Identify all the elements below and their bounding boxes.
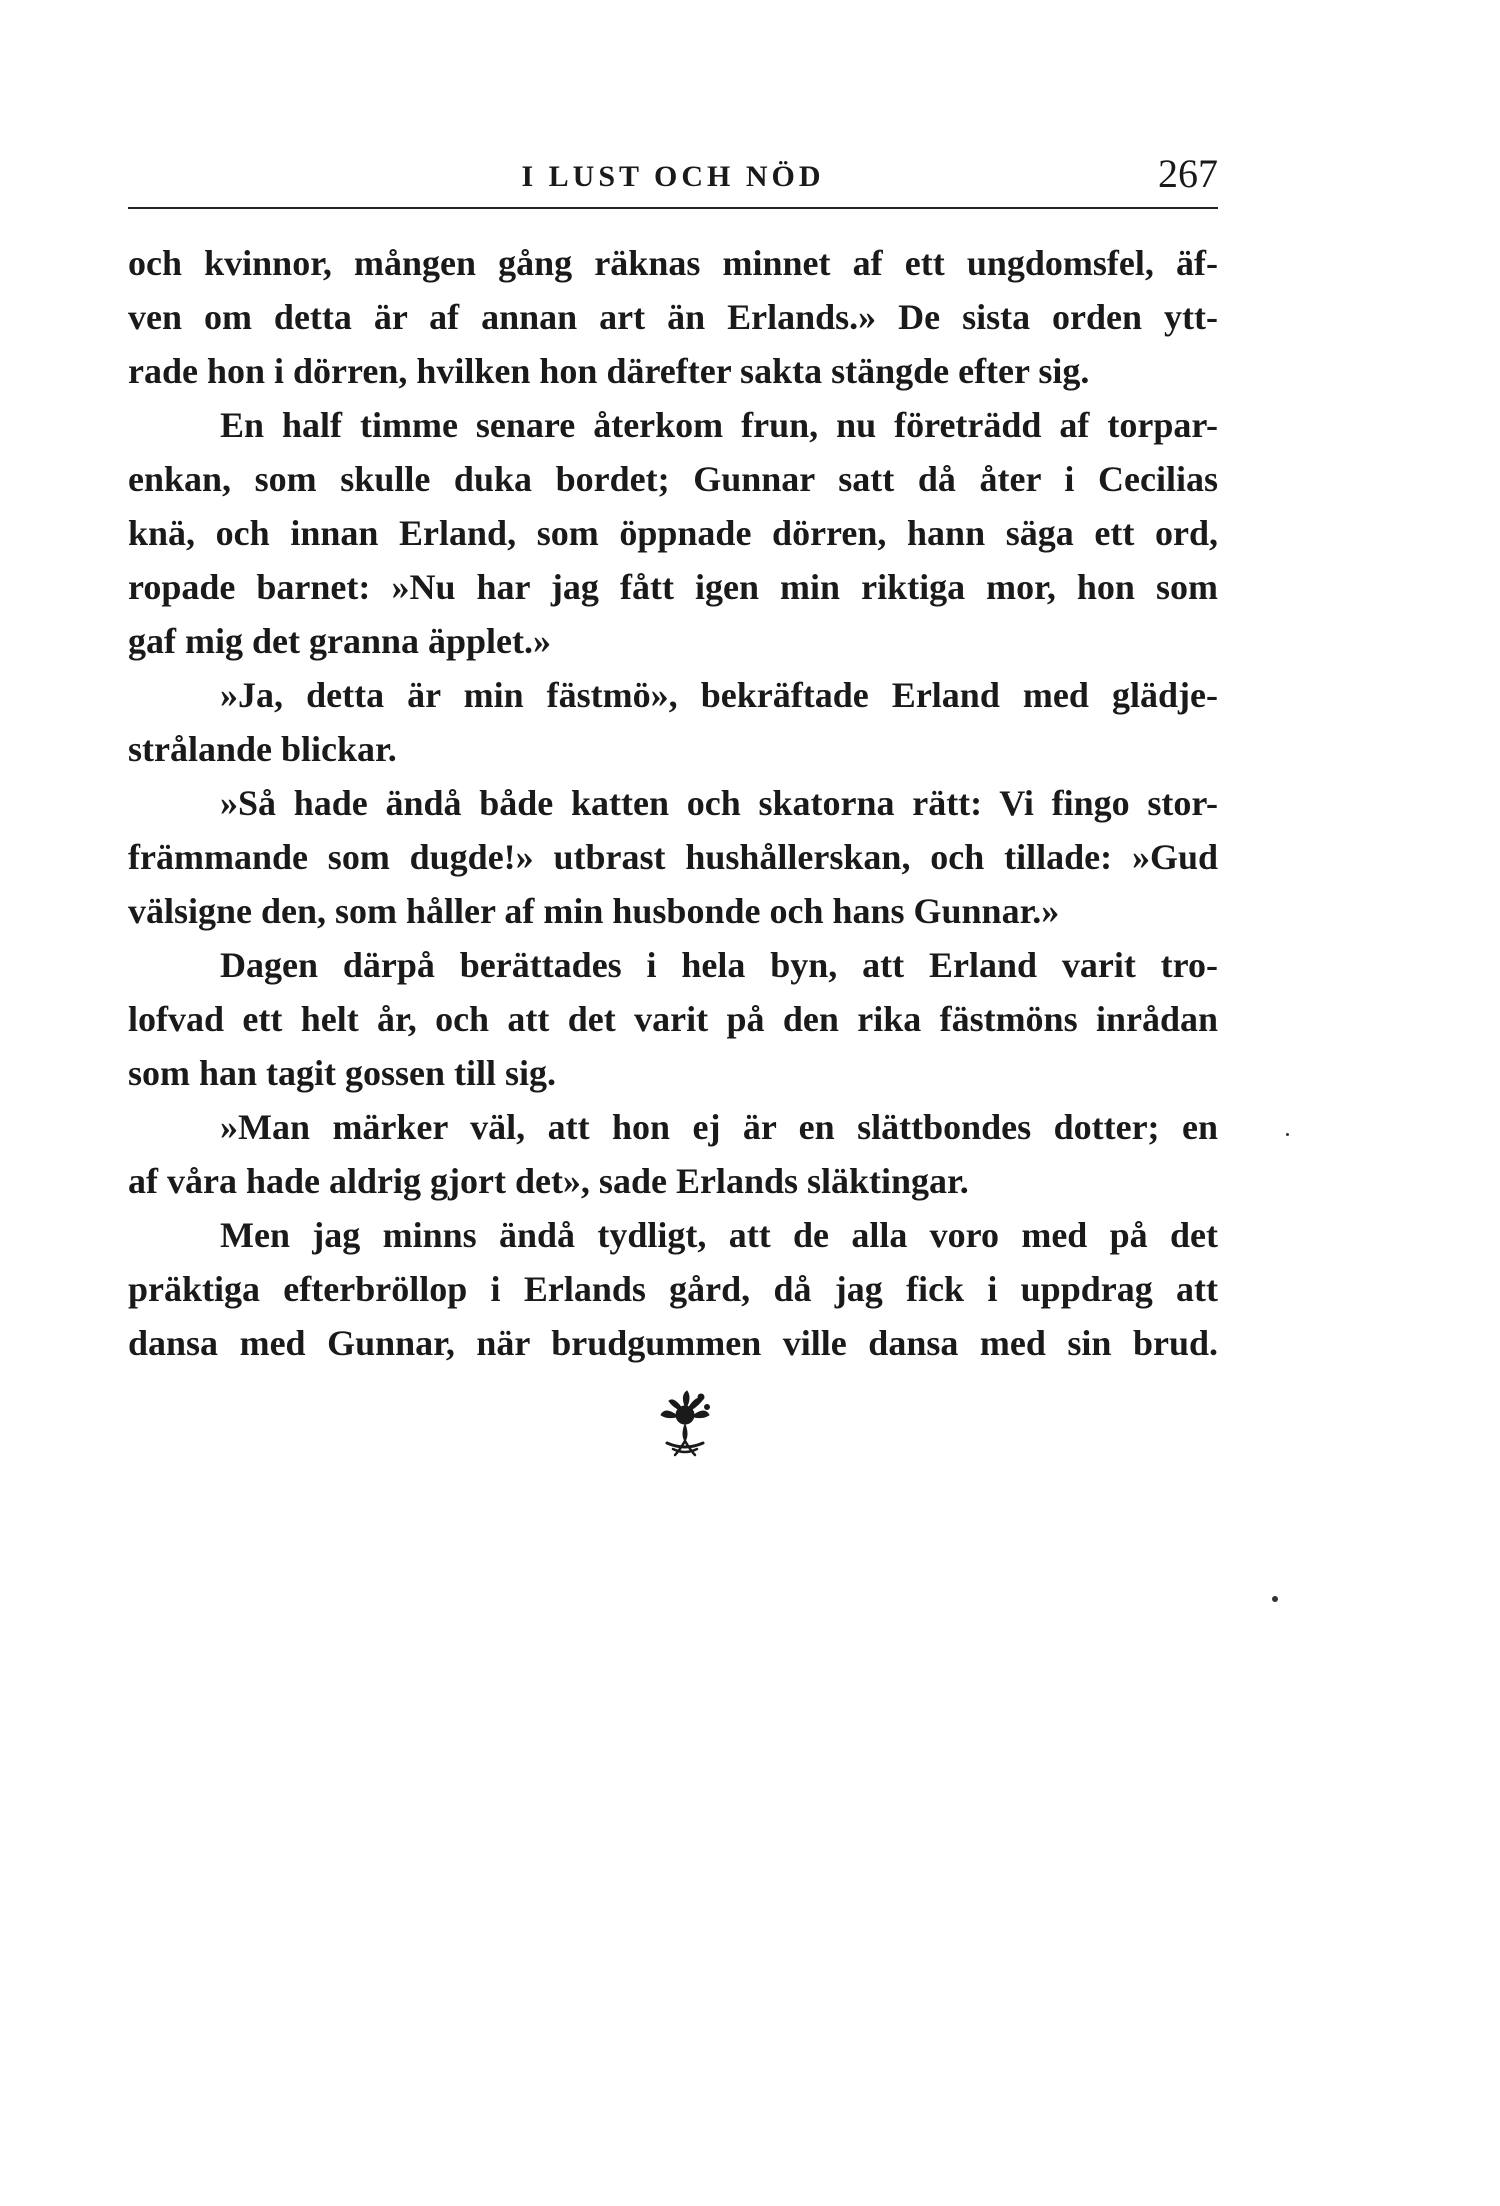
text-line: gaf mig det granna äpplet.» [128,621,551,661]
running-head: I LUST OCH NÖD [521,160,825,193]
text-line: enkan, som skulle duka bordet; Gunnar satt då åter i Cecilias [128,459,1218,499]
paper-speck [1286,1133,1289,1136]
header-rule [128,207,1218,209]
text-line: »Så hade ändå både katten och skatorna rätt: Vi fingo stor- [220,783,1218,823]
text-line: Dagen därpå berättades i hela byn, att Erland varit tro- [220,945,1218,985]
body-text [128,236,1218,1370]
text-line: som han tagit gossen till sig. [128,1053,557,1093]
text-line: främmande som dugde!» utbrast hushållerskan, och tillade: »Gud [128,837,1218,877]
page-number: 267 [1158,151,1218,196]
text-line: knä, och innan Erland, som öppnade dörren, hann säga ett ord, [128,513,1218,553]
text-line: Men jag minns ändå tydligt, att de alla voro med på det [220,1215,1218,1255]
floral-ornament-icon [645,1385,725,1465]
text-line: och kvinnor, mången gång räknas minnet af ett ungdomsfel, äf- [128,243,1218,283]
text-line: rade hon i dörren, hvilken hon därefter sakta stängde efter sig. [128,351,1090,391]
text-line: ven om detta är af annan art än Erlands.» De sista orden ytt- [128,297,1218,337]
text-line: strålande blickar. [128,729,397,769]
page-header [128,150,1218,210]
paper-speck [1272,1596,1278,1602]
text-line: dansa med Gunnar, när brudgummen ville dansa med sin brud. [128,1323,1218,1363]
text-line: präktiga efterbröllop i Erlands gård, då jag fick i uppdrag att [128,1269,1218,1309]
text-line: »Ja, detta är min fästmö», bekräftade Erland med glädje- [220,675,1218,715]
text-line: ropade barnet: »Nu har jag fått igen min riktiga mor, hon som [128,567,1218,607]
text-line: lofvad ett helt år, och att det varit på den rika fästmöns inrådan [128,999,1218,1039]
text-line: af våra hade aldrig gjort det», sade Erlands släktingar. [128,1161,969,1201]
text-line: »Man märker väl, att hon ej är en slättbondes dotter; en [220,1107,1218,1147]
text-line: välsigne den, som håller af min husbonde och hans Gunnar.» [128,891,1060,931]
text-line: En half timme senare återkom frun, nu företrädd af torpar- [220,405,1218,445]
